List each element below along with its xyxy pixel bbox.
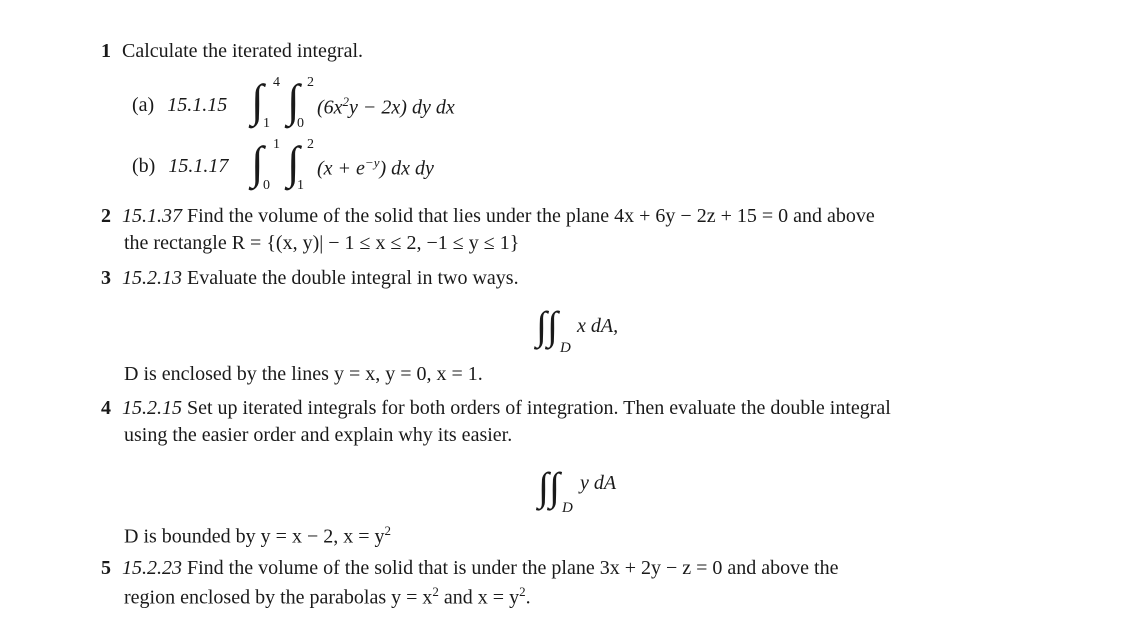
region-subscript: D xyxy=(560,340,571,356)
lower-limit: 1 xyxy=(297,178,304,193)
lower-limit: 0 xyxy=(297,116,304,131)
problem-text: Evaluate the double integral in two ways. xyxy=(187,267,519,289)
problem-3-condition: D is enclosed by the lines y = x, y = 0, x = 1. xyxy=(124,363,483,385)
problem-5-line2 xyxy=(124,585,531,608)
integral-sign-inner: ∫ xyxy=(287,75,300,126)
upper-limit: 4 xyxy=(273,75,280,90)
exponent: 2 xyxy=(432,584,439,599)
problem-text: region enclosed by the parabolas y = x xyxy=(124,586,433,609)
integrand-part: (6x xyxy=(317,96,343,119)
part-label: (b) xyxy=(132,155,156,177)
problem-number: 5 xyxy=(101,557,111,579)
reference-number: 15.2.13 xyxy=(122,267,182,289)
problem-text: Calculate the iterated integral. xyxy=(122,40,363,62)
problem-4-line2: using the easier order and explain why its easier. xyxy=(124,424,513,446)
problem-2-line1 xyxy=(101,206,875,226)
integrand xyxy=(317,95,455,118)
exponent: 2 xyxy=(519,584,526,599)
exponent: 2 xyxy=(342,94,350,109)
double-integral-sign: ∫∫ xyxy=(538,464,560,509)
problem-text: Find the volume of the solid that lies under the plane 4x + 6y − 2z + 15 = 0 and above xyxy=(187,205,875,227)
reference-number: 15.1.15 xyxy=(167,94,228,116)
double-integral-sign: ∫∫ xyxy=(536,303,558,348)
integrand: x dA, xyxy=(577,315,619,337)
problem-1-heading xyxy=(101,41,363,61)
problem-text: . xyxy=(525,586,531,609)
problem-text: Set up iterated integrals for both orders of integration. Then evaluate the double integral xyxy=(187,397,891,419)
problem-3-heading xyxy=(101,268,519,288)
condition-text: D is bounded by y = x − 2, x = y xyxy=(124,525,385,548)
problem-number: 2 xyxy=(101,205,111,227)
upper-limit: 1 xyxy=(273,137,280,152)
reference-number: 15.2.15 xyxy=(122,397,182,419)
integral-sign-outer: ∫ xyxy=(251,137,264,188)
exponent: −y xyxy=(364,155,380,170)
integral-sign-inner: ∫ xyxy=(287,137,300,188)
reference-number: 15.1.17 xyxy=(168,155,229,177)
integrand-part: y − 2x) dy dx xyxy=(349,96,455,119)
problem-number: 4 xyxy=(101,397,111,419)
integrand-part: (x + e xyxy=(317,157,365,180)
region-subscript: D xyxy=(562,500,573,516)
upper-limit: 2 xyxy=(307,75,314,90)
integrand xyxy=(317,156,434,179)
exponent: 2 xyxy=(384,523,391,538)
problem-5-line1 xyxy=(101,558,838,578)
problem-number: 3 xyxy=(101,267,111,289)
problem-number: 1 xyxy=(101,40,111,62)
problem-4-condition xyxy=(124,524,391,547)
integral-sign-outer: ∫ xyxy=(251,75,264,126)
problem-2-line2: the rectangle R = {(x, y)| − 1 ≤ x ≤ 2, −1 ≤ y ≤ 1} xyxy=(124,232,520,254)
reference-number: 15.2.23 xyxy=(122,557,182,579)
lower-limit: 1 xyxy=(263,116,270,131)
part-label: (a) xyxy=(132,94,155,116)
problem-4-line1 xyxy=(101,398,891,418)
integrand-part: ) dx dy xyxy=(379,157,434,180)
integrand: y dA xyxy=(580,472,617,494)
part-b-label xyxy=(132,156,228,176)
problem-text: Find the volume of the solid that is under the plane 3x + 2y − z = 0 and above the xyxy=(187,557,839,579)
upper-limit: 2 xyxy=(307,137,314,152)
part-a-label xyxy=(132,95,227,115)
reference-number: 15.1.37 xyxy=(122,205,182,227)
problem-text: and x = y xyxy=(438,586,520,609)
lower-limit: 0 xyxy=(263,178,270,193)
